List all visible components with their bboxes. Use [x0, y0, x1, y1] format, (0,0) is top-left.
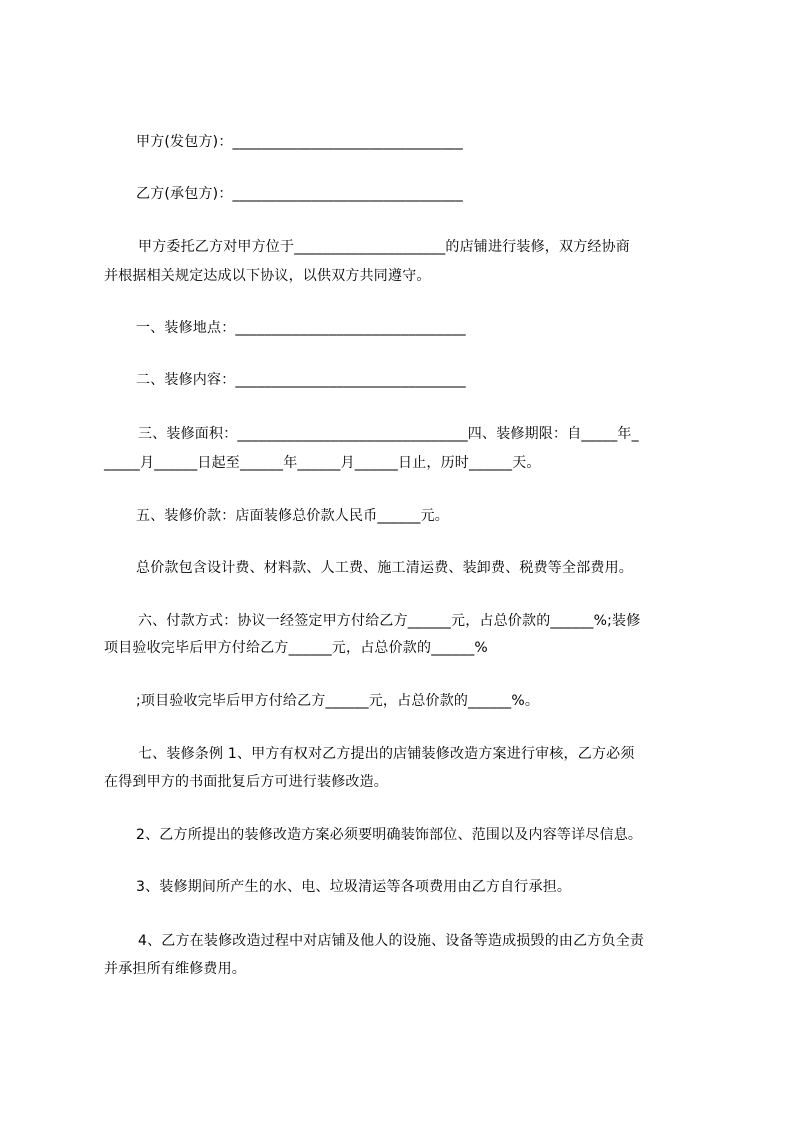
party-a-line: 甲方(发包方)：________________________________ [136, 134, 463, 150]
clause-3: 3、装修期间所产生的水、电、垃圾清运等各项费用由乙方自行承担。 [136, 879, 572, 895]
item-regulations-2: 在得到甲方的书面批复后方可进行装修改造。 [104, 774, 388, 790]
intro-line-2: 并根据相关规定达成以下协议，以供双方共同遵守。 [104, 268, 431, 284]
clause-2: 2、乙方所提出的装修改造方案必须要明确装饰部位、范围以及内容等详尽信息。 [136, 827, 643, 843]
party-b-line: 乙方(承包方)：________________________________ [136, 186, 463, 202]
item-regulations-1: 七、装修条例 1、甲方有权对乙方提出的店铺装修改造方案进行审核，乙方必须 [138, 746, 635, 762]
clause-4-line-2: 并承担所有维修费用。 [104, 961, 246, 977]
item-payment-3: ;项目验收完毕后甲方付给乙方______元，占总价款的______%。 [136, 693, 540, 709]
clause-4-line-1: 4、乙方在装修改造过程中对店铺及他人的设施、设备等造成损毁的由乙方负全责 [138, 933, 645, 949]
item-area-period-2: _____月______日起至______年______月______日止，历时______天。 [104, 455, 541, 471]
item-payment-2: 项目验收完毕后甲方付给乙方______元，占总价款的______% [104, 640, 488, 656]
item-area-period-1: 三、装修面积：________________________________四、装修期限：自_____年_ [138, 426, 639, 442]
item-content: 二、装修内容：________________________________ [136, 372, 466, 388]
item-location: 一、装修地点：________________________________ [136, 320, 466, 336]
item-price: 五、装修价款：店面装修总价款人民币______元。 [136, 508, 449, 524]
intro-line-1: 甲方委托乙方对甲方位于_____________________的店铺进行装修，双方经协商 [138, 239, 630, 255]
item-payment-1: 六、付款方式：协议一经签定甲方付给乙方______元，占总价款的______%;装修 [138, 613, 641, 629]
item-price-note: 总价款包含设计费、材料款、人工费、施工清运费、装卸费、税费等全部费用。 [136, 560, 633, 576]
